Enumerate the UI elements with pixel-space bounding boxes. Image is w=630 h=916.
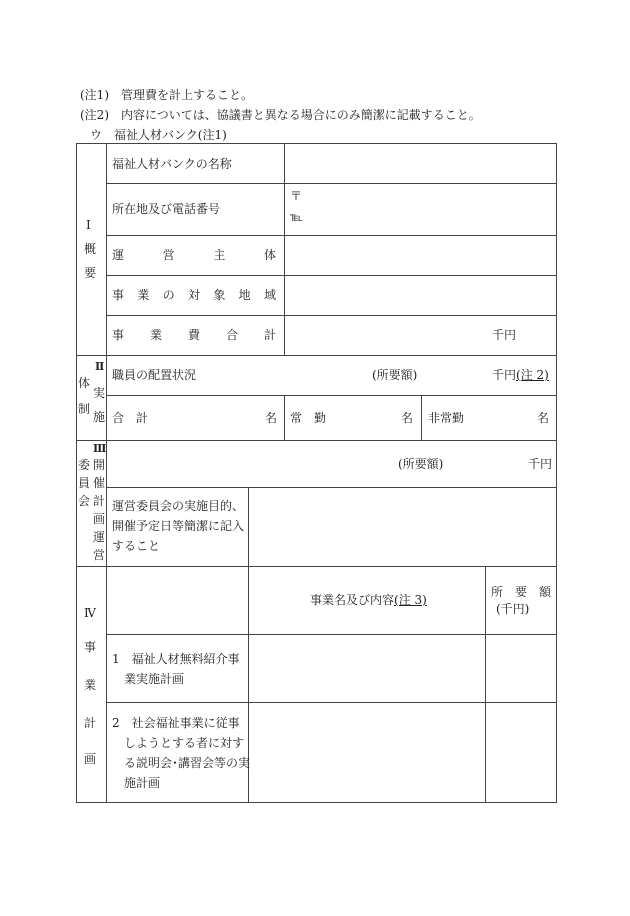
section-3-label-right: 開 催 計 画 運 営 <box>93 458 106 562</box>
plan-item-1-content-field[interactable] <box>254 640 479 696</box>
section-title: ウ 福祉人材バンク(注1) <box>90 128 227 142</box>
section-1-number: Ⅰ <box>86 218 91 232</box>
section-4-number: Ⅳ <box>84 606 96 620</box>
parttime-staff-unit: 名 <box>537 411 550 425</box>
plan-amount-header: 所 要 額 <box>491 585 552 599</box>
staff-placement-label: 職員の配置状況 <box>112 368 197 382</box>
section-4-label: 業 <box>84 678 97 692</box>
committee-instruction: 運営委員会の実施目的、 開催予定日等簡潔に記入 すること <box>112 499 245 553</box>
plan-item-2-content-field[interactable] <box>254 708 479 796</box>
total-staff-label: 合 計 <box>112 411 149 425</box>
staff-amount-unit: 千円(注 2) <box>492 368 549 382</box>
fulltime-staff-label: 常 勤 <box>290 411 327 425</box>
committee-details-field[interactable] <box>254 495 550 559</box>
section-3-number: Ⅲ <box>93 442 107 455</box>
total-cost-unit: 千円 <box>492 328 517 342</box>
plan-item-2: 2 社会福祉事業に従事 しようとする者に対す る説明会･講習会等の実 施計画 <box>112 716 251 790</box>
plan-item-1: 1 福祉人材無料紹介事 業実施計画 <box>112 652 240 686</box>
section-2-label-left: 体 制 <box>78 376 91 416</box>
section-4-label: 計 <box>84 716 97 730</box>
plan-content-header: 事業名及び内容(注 3) <box>310 593 427 607</box>
note-1: (注1) 管理費を計上すること。 <box>80 88 253 102</box>
committee-required-amount-label: (所要額) <box>398 457 444 471</box>
address-label: 所在地及び電話番号 <box>112 202 221 216</box>
committee-amount-unit: 千円 <box>528 457 553 471</box>
section-2-label-right: 実 施 <box>93 386 106 424</box>
section-4-label: 画 <box>84 752 97 766</box>
bank-name-label: 福祉人材バンクの名称 <box>112 157 232 171</box>
bank-name-field[interactable] <box>290 157 550 171</box>
plan-item-2-amount-field[interactable] <box>491 708 551 796</box>
section-1-label: 要 <box>84 266 97 280</box>
plan-item-1-amount-field[interactable] <box>491 640 551 696</box>
plan-amount-unit: (千円) <box>496 602 530 616</box>
required-amount-label: (所要額) <box>372 368 418 382</box>
section-2-number: Ⅱ <box>95 360 105 373</box>
section-3-label-left: 委 員 会 <box>78 458 91 508</box>
fulltime-staff-unit: 名 <box>401 411 414 425</box>
operator-label: 運 営 主 体 <box>112 248 276 262</box>
target-area-label: 事 業 の 対 象 地 域 <box>112 288 276 302</box>
parttime-staff-label: 非常勤 <box>428 411 465 425</box>
total-cost-label: 事 業 費 合 計 <box>112 328 276 342</box>
section-4-label: 事 <box>84 640 97 654</box>
section-1-label: 概 <box>84 242 97 256</box>
postal-code-field[interactable]: 〒 <box>290 189 303 203</box>
note-2: (注2) 内容については、協議書と異なる場合にのみ簡潔に記載すること。 <box>80 108 481 122</box>
phone-field[interactable]: ℡ <box>290 210 303 224</box>
total-staff-unit: 名 <box>265 411 278 425</box>
